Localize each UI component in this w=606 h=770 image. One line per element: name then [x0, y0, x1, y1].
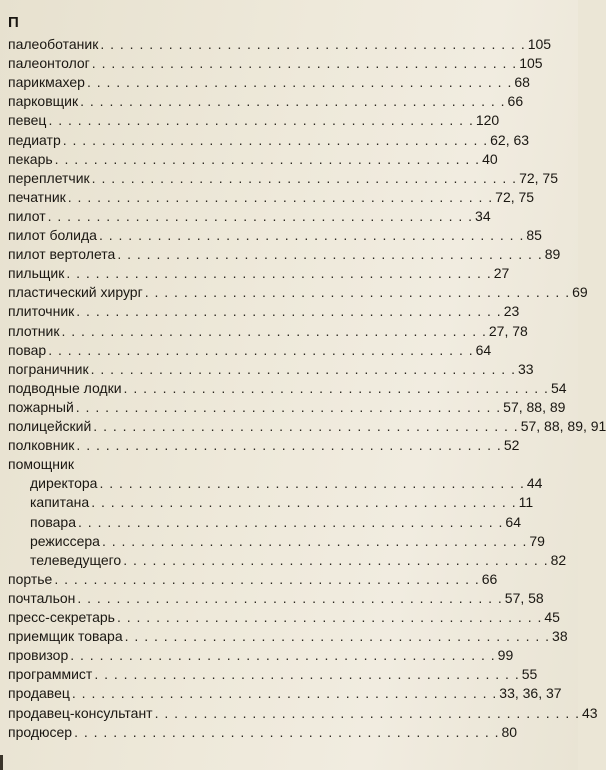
- entry-pages: 120: [475, 112, 500, 129]
- leader-dots: . . . . . . . . . . . . . . . . . . . . . . . . . . . . . . . . . . . . . . . . . . . .: [71, 685, 498, 702]
- entry-pages: 57, 88, 89, 91: [520, 418, 606, 434]
- leader-dots: . . . . . . . . . . . . . . . . . . . . . . . . . . . . . . . . . . . . . . . . . . . .: [91, 169, 518, 186]
- entry-pages: 89: [544, 246, 561, 263]
- entry-pages: 34: [475, 207, 491, 224]
- entry-term: продюсер: [8, 723, 73, 740]
- index-subentry: [30, 492, 534, 512]
- leader-dots: . . . . . . . . . . . . . . . . . . . . . . . . . . . . . . . . . . . . . . . . . . . .: [74, 723, 500, 740]
- entry-term: переплетчик: [8, 169, 90, 186]
- entry-pages: 80: [501, 723, 518, 740]
- index-subentry: [30, 531, 545, 551]
- leader-dots: . . . . . . . . . . . . . . . . . . . . . . . . . . . . . . . . . . . . . . . . . . . .: [48, 112, 474, 129]
- index-subentry: [30, 473, 543, 493]
- entry-pages: 33: [517, 360, 534, 377]
- leader-dots: . . . . . . . . . . . . . . . . . . . . . . . . . . . . . . . . . . . . . . . . . . . .: [67, 188, 494, 205]
- entry-term: директора: [30, 475, 98, 492]
- entry-term: программист: [8, 666, 93, 683]
- index-entry: [8, 149, 498, 169]
- index-entry: [8, 378, 567, 398]
- leader-dots: . . . . . . . . . . . . . . . . . . . . . . . . . . . . . . . . . . . . . . . . . . . .: [70, 647, 496, 664]
- entry-pages: 45: [544, 609, 560, 625]
- entry-term: телеведущего: [30, 551, 122, 568]
- index-entry: [8, 282, 588, 302]
- entry-pages: 57, 88, 89: [503, 398, 566, 415]
- leader-dots: . . . . . . . . . . . . . . . . . . . . . . . . . . . . . . . . . . . . . . . . . . . .: [90, 360, 516, 377]
- leader-dots: . . . . . . . . . . . . . . . . . . . . . . . . . . . . . . . . . . . . . . . . . . . .: [124, 628, 551, 645]
- entry-term: портье: [8, 570, 53, 587]
- entry-term: повар: [8, 341, 47, 358]
- entry-term: педиатр: [8, 131, 61, 148]
- index-entry: [8, 454, 296, 474]
- entry-term: плотник: [8, 322, 60, 339]
- index-entry: [8, 72, 530, 92]
- index-entry: [8, 416, 606, 436]
- leader-dots: . . . . . . . . . . . . . . . . . . . . . . . . . . . . . . . . . . . . . . . . . . . .: [75, 398, 502, 415]
- entry-pages: 72, 75: [495, 188, 535, 205]
- leader-dots: . . . . . . . . . . . . . . . . . . . . . . . . . . . . . . . . . . . . . . . . . . . .: [47, 207, 474, 224]
- leader-dots: . . . . . . . . . . . . . . . . . . . . . . . . . . . . . . . . . . . . . . . . . . . .: [54, 150, 481, 167]
- entry-term: продавец-консультант: [8, 704, 153, 721]
- entry-term: полицейский: [8, 418, 92, 434]
- entry-term: пограничник: [8, 360, 89, 377]
- entry-pages: 44: [526, 475, 543, 492]
- leader-dots: . . . . . . . . . . . . . . . . . . . . . . . . . . . . . . . . . . . . . . . . . . . .: [77, 589, 503, 606]
- leader-dots: . . . . . . . . . . . . . . . . . . . . . . . . . . . . . . . . . . . . . . . . . . . .: [76, 437, 502, 454]
- entry-term: подводные лодки: [8, 379, 122, 396]
- leader-dots: . . . . . . . . . . . . . . . . . . . . . . . . . . . . . . . . . . . . . . . . . . . .: [62, 131, 489, 148]
- entry-pages: 69: [572, 284, 588, 301]
- entry-term: помощник: [8, 456, 74, 473]
- entry-term: парикмахер: [8, 74, 85, 91]
- leader-dots: . . . . . . . . . . . . . . . . . . . . . . . . . . . . . . . . . . . . . . . . . . . .: [123, 551, 549, 568]
- index-entry: [8, 130, 530, 150]
- entry-pages: 66: [481, 570, 498, 587]
- index-entry: [8, 263, 510, 283]
- entry-pages: 11: [518, 494, 534, 511]
- entry-pages: 33, 36, 37: [499, 685, 562, 702]
- index-entry: [8, 569, 498, 589]
- entry-pages: 79: [529, 532, 545, 549]
- leader-dots: . . . . . . . . . . . . . . . . . . . . . . . . . . . . . . . . . . . . . . . . . . . .: [94, 666, 520, 683]
- leader-dots: . . . . . . . . . . . . . . . . . . . . . . . . . . . . . . . . . . . . . . . . . . . .: [76, 303, 502, 320]
- index-entry: [8, 91, 524, 111]
- entry-pages: 27, 78: [488, 322, 528, 339]
- entry-term: почтальон: [8, 589, 76, 606]
- entry-pages: 23: [503, 303, 520, 320]
- entry-pages: 54: [550, 379, 567, 396]
- index-entry: [8, 703, 598, 723]
- entry-pages: 64: [475, 341, 492, 358]
- index-subentry: [30, 550, 567, 570]
- index-entry: [8, 168, 559, 188]
- entry-term: повара: [30, 513, 77, 530]
- leader-dots: . . . . . . . . . . . . . . . . . . . . . . . . . . . . . . . . . . . . . . . . . . . .: [78, 513, 504, 530]
- entry-term: печатник: [8, 188, 66, 205]
- index-entry: [8, 301, 520, 321]
- entry-pages: 38: [552, 628, 568, 645]
- entry-pages: 64: [505, 513, 521, 530]
- leader-dots: . . . . . . . . . . . . . . . . . . . . . . . . . . . . . . . . . . . . . . . . . . . .: [61, 322, 487, 339]
- entry-pages: 62, 63: [490, 131, 530, 148]
- index-entry: [8, 588, 544, 608]
- entry-term: пилот вертолета: [8, 246, 116, 263]
- entry-pages: 55: [521, 666, 538, 683]
- entry-pages: 99: [497, 647, 514, 664]
- entry-term: приемщик товара: [8, 628, 123, 645]
- leader-dots: . . . . . . . . . . . . . . . . . . . . . . . . . . . . . . . . . . . . . . . . . . . .: [91, 494, 517, 511]
- entry-term: капитана: [30, 494, 90, 511]
- entry-term: певец: [8, 112, 47, 129]
- index-entry: [8, 664, 538, 684]
- index-entry: [8, 645, 514, 665]
- leader-dots: . . . . . . . . . . . . . . . . . . . . . . . . . . . . . . . . . . . . . . . . . . . .: [99, 475, 525, 492]
- entry-term: палеоботаник: [8, 36, 99, 52]
- entry-term: пекарь: [8, 150, 53, 167]
- entry-term: парковщик: [8, 93, 79, 110]
- index-entry: [8, 225, 542, 245]
- index-entry: [8, 53, 543, 73]
- entry-term: пилот болида: [8, 227, 97, 243]
- leader-dots: . . . . . . . . . . . . . . . . . . . . . . . . . . . . . . . . . . . . . . . . . . . .: [98, 227, 525, 243]
- index-entry: [8, 359, 534, 379]
- entry-pages: 57, 58: [504, 589, 544, 606]
- entry-term: полковник: [8, 437, 75, 454]
- index-entry: [8, 244, 561, 264]
- entry-pages: 72, 75: [519, 169, 559, 186]
- entry-term: провизор: [8, 647, 69, 664]
- index-entry: [8, 722, 518, 742]
- index-entry: [8, 397, 566, 417]
- leader-dots: . . . . . . . . . . . . . . . . . . . . . . . . . . . . . . . . . . . . . . . . . . . .: [66, 265, 492, 282]
- entry-term: пожарный: [8, 398, 74, 415]
- index-subentry: [30, 512, 521, 532]
- index-entry: [8, 683, 562, 703]
- index-entry: [8, 187, 535, 207]
- entry-term: пресс-секретарь: [8, 609, 115, 625]
- index-entry: [8, 34, 552, 54]
- leader-dots: . . . . . . . . . . . . . . . . . . . . . . . . . . . . . . . . . . . . . . . . . . . .: [86, 74, 513, 91]
- leader-dots: . . . . . . . . . . . . . . . . . . . . . . . . . . . . . . . . . . . . . . . . . . . .: [48, 341, 474, 358]
- leader-dots: . . . . . . . . . . . . . . . . . . . . . . . . . . . . . . . . . . . . . . . . . . . .: [100, 36, 526, 52]
- entry-term: плиточник: [8, 303, 75, 320]
- entry-term: пластический хирург: [8, 284, 143, 301]
- index-entry: [8, 110, 500, 130]
- page-edge-mark: [0, 755, 3, 770]
- entry-pages: 52: [503, 437, 520, 454]
- leader-dots: . . . . . . . . . . . . . . . . . . . . . . . . . . . . . . . . . . . . . . . . . . . .: [154, 704, 580, 721]
- entry-term: палеонтолог: [8, 55, 90, 72]
- entry-pages: 27: [493, 265, 510, 282]
- entry-pages: 66: [507, 93, 524, 110]
- entry-pages: 85: [526, 227, 542, 243]
- entry-term: пильщик: [8, 265, 65, 282]
- index-entry: [8, 340, 492, 360]
- index-entry: [8, 321, 528, 341]
- index-entry: [8, 206, 491, 226]
- leader-dots: . . . . . . . . . . . . . . . . . . . . . . . . . . . . . . . . . . . . . . . . . . . .: [101, 532, 528, 549]
- entry-pages: 68: [514, 74, 530, 91]
- entry-term: режиссера: [30, 532, 100, 549]
- leader-dots: . . . . . . . . . . . . . . . . . . . . . . . . . . . . . . . . . . . . . . . . . . . .: [91, 55, 518, 72]
- entry-term: продавец: [8, 685, 70, 702]
- entry-pages: 105: [527, 36, 552, 52]
- index-entry: [8, 607, 560, 627]
- leader-dots: . . . . . . . . . . . . . . . . . . . . . . . . . . . . . . . . . . . . . . . . . . . .: [93, 418, 519, 434]
- entry-pages: 43: [582, 704, 598, 721]
- leader-dots: . . . . . . . . . . . . . . . . . . . . . . . . . . . . . . . . . . . . . . . . . . . .: [116, 609, 543, 625]
- entry-pages: 105: [519, 55, 543, 72]
- leader-dots: . . . . . . . . . . . . . . . . . . . . . . . . . . . . . . . . . . . . . . . . . . . .: [123, 379, 549, 396]
- entry-pages: 82: [550, 551, 567, 568]
- leader-dots: . . . . . . . . . . . . . . . . . . . . . . . . . . . . . . . . . . . . . . . . . . . .: [54, 570, 480, 587]
- leader-dots: . . . . . . . . . . . . . . . . . . . . . . . . . . . . . . . . . . . . . . . . . . . .: [144, 284, 571, 301]
- section-letter-p: П: [8, 14, 19, 31]
- index-entry: [8, 435, 520, 455]
- entry-pages: 40: [482, 150, 498, 167]
- leader-dots: . . . . . . . . . . . . . . . . . . . . . . . . . . . . . . . . . . . . . . . . . . . .: [117, 246, 543, 263]
- leader-dots: . . . . . . . . . . . . . . . . . . . . . . . . . . . . . . . . . . . . . . . . . . . .: [80, 93, 506, 110]
- index-entry: [8, 626, 568, 646]
- entry-term: пилот: [8, 207, 46, 224]
